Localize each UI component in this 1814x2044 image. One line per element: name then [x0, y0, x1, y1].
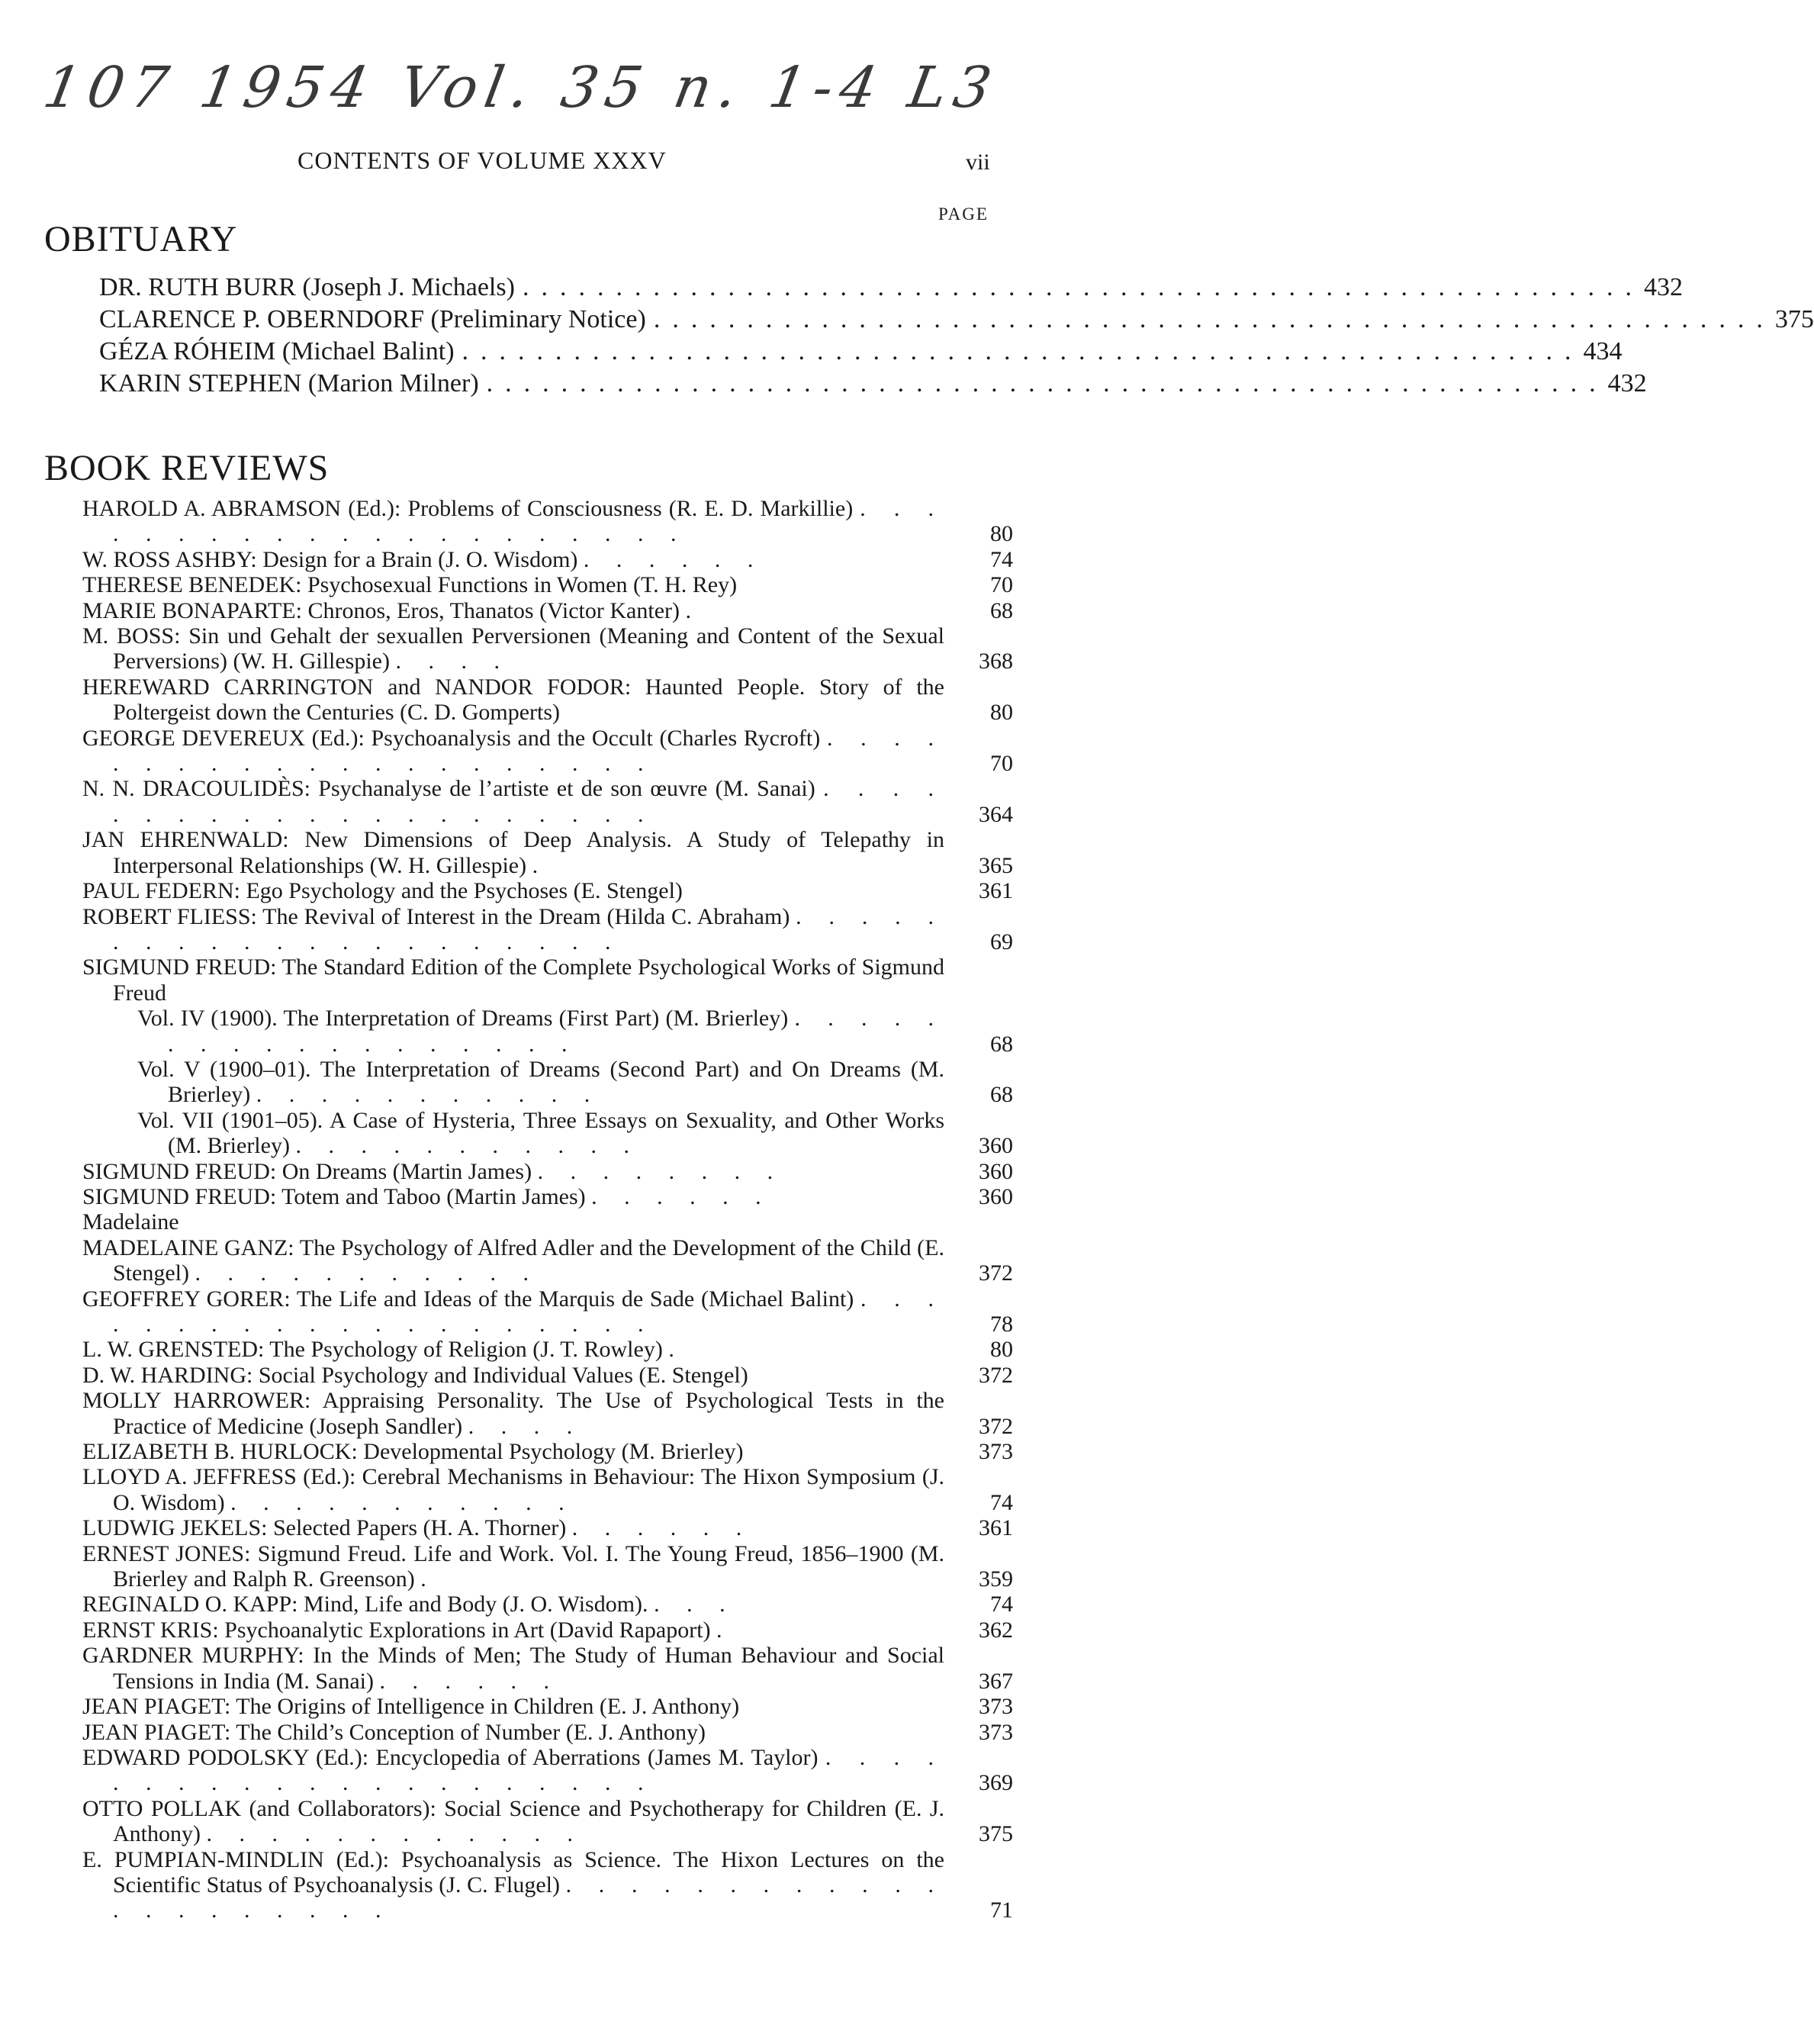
review-entry — [82, 827, 1013, 878]
review-entry-text: E. PUMPIAN-MINDLIN (Ed.): Psychoanalysis as Science. The Hixon Lectures on the Scientific Status of Psychoanalysis (J. C. Flugel) — [82, 1846, 944, 1898]
obituary-entry — [99, 272, 1683, 304]
review-entry-body — [82, 674, 944, 726]
review-entry-text: Vol. IV (1900). The Interpretation of Dreams (First Part) (M. Brierley) — [137, 1006, 789, 1032]
review-entry-body — [82, 1363, 944, 1388]
review-entry-page: 360 — [979, 1158, 1013, 1184]
obituary-heading: OBITUARY — [44, 219, 238, 259]
review-entry-page: 364 — [979, 801, 1013, 827]
dot-leader: . . . . . . — [379, 1668, 561, 1694]
review-entry — [82, 1464, 1013, 1515]
review-entry — [82, 954, 1013, 1006]
review-entry-text: Vol. VII (1901–05). A Case of Hysteria, Three Essays on Sexuality, and Other Works (M. Brierley) — [137, 1107, 944, 1159]
dot-leader: . . . . . . — [591, 1183, 772, 1209]
review-entry-text: ELIZABETH B. HURLOCK: Developmental Psychology (M. Brierley) — [82, 1439, 744, 1465]
review-entry-page: 74 — [990, 546, 1013, 572]
review-entry — [82, 1541, 1013, 1592]
review-entry-page: 360 — [979, 1133, 1013, 1159]
dot-leader: . . . . . . — [571, 1515, 753, 1541]
review-entry-body — [82, 1286, 944, 1337]
review-entry-body — [82, 1745, 944, 1796]
review-entry — [82, 776, 1013, 827]
review-entry-page: 70 — [990, 751, 1013, 777]
review-entry-page: 80 — [990, 1337, 1013, 1363]
review-entry-text: SIGMUND FREUD: Totem and Taboo (Martin James) — [82, 1183, 586, 1209]
review-entry — [82, 598, 1013, 623]
review-entry-page: 68 — [990, 1082, 1013, 1108]
obituary-list — [99, 272, 1814, 400]
dot-leader: . — [420, 1566, 437, 1592]
review-entry — [82, 1720, 1013, 1745]
review-subentry — [82, 1006, 1013, 1057]
handwritten-catalog-note: 107 1954 Vol. 35 n. 1-4 L3 — [38, 55, 1004, 121]
review-entry-body — [82, 1235, 944, 1286]
dot-leader: ............................................................ — [462, 337, 1584, 365]
dot-leader: . . . . . . . . . . . . — [206, 1821, 584, 1847]
review-entry-page: 74 — [990, 1489, 1013, 1515]
review-entry — [82, 1159, 1013, 1184]
page-number: vii — [966, 150, 990, 175]
review-entry-text: M. BOSS: Sin und Gehalt der sexuallen Perversionen (Meaning and Content of the Sexual Perversions) (W. H. Gillespie) — [82, 623, 944, 674]
book-reviews-heading: BOOK REVIEWS — [44, 448, 330, 488]
review-entry-page: 68 — [990, 597, 1013, 623]
review-entry-text: SIGMUND FREUD: The Standard Edition of the Complete Psychological Works of Sigmund Freud — [82, 954, 944, 1006]
obituary-entry — [99, 304, 1814, 336]
review-entry-body — [82, 1388, 944, 1439]
review-entry-body — [82, 1796, 944, 1847]
review-entry-page: 80 — [990, 700, 1013, 726]
review-entry-text: W. ROSS ASHBY: Design for a Brain (J. O. Wisdom) — [82, 546, 578, 572]
review-entry-text: MARIE BONAPARTE: Chronos, Eros, Thanatos (Victor Kanter) — [82, 597, 680, 623]
review-entry-text: ERNEST JONES: Sigmund Freud. Life and Work. Vol. I. The Young Freud, 1856–1900 (M. Brierley and Ralph R. Greenson) — [82, 1540, 944, 1592]
review-entry — [82, 1388, 1013, 1439]
review-entry — [82, 1745, 1013, 1796]
dot-leader: . . . — [654, 1592, 736, 1617]
review-entry-text: REGINALD O. KAPP: Mind, Life and Body (J. O. Wisdom). — [82, 1592, 648, 1617]
review-entry-page: 372 — [979, 1260, 1013, 1286]
dot-leader: . . . . . . . . . . . — [256, 1082, 601, 1108]
review-entry-text: SIGMUND FREUD: On Dreams (Martin James) — [82, 1158, 532, 1184]
review-entry-text: D. W. HARDING: Social Psychology and Individual Values (E. Stengel) — [82, 1362, 748, 1388]
book-reviews-list — [82, 496, 1013, 1923]
review-entry — [82, 547, 1013, 572]
review-entry-page: 373 — [979, 1439, 1013, 1465]
obituary-entry-page: 375 — [1774, 305, 1814, 333]
review-entry-page: 367 — [979, 1668, 1013, 1694]
review-entry — [82, 1694, 1013, 1719]
review-entry-text: GARDNER MURPHY: In the Minds of Men; The Study of Human Behaviour and Social Tensions in India (M. Sanai) — [82, 1643, 944, 1694]
review-entry — [82, 1847, 1013, 1923]
review-entry-body — [82, 726, 944, 777]
review-entry-page: 365 — [979, 852, 1013, 878]
review-entry-text: GEOFFREY GORER: The Life and Ideas of the Marquis de Sade (Michael Balint) — [82, 1286, 854, 1312]
review-entry — [82, 1796, 1013, 1847]
dot-leader: . . . . . . . . . . . . . . . . . . . . . — [113, 496, 945, 547]
review-entry — [82, 496, 1013, 547]
review-entry-body — [82, 1643, 944, 1694]
stray-line: Madelaine — [82, 1209, 179, 1235]
obituary-entry-page: 432 — [1607, 369, 1647, 398]
dot-leader: . . . . . . . . . . . — [195, 1260, 539, 1286]
obituary-entry-text: KARIN STEPHEN (Marion Milner) — [99, 369, 479, 398]
review-entry — [82, 1286, 1013, 1337]
review-entry-body — [82, 1694, 944, 1719]
review-entry-page: 69 — [990, 929, 1013, 954]
dot-leader: . . . . — [395, 649, 510, 674]
review-entry — [82, 674, 1013, 726]
review-entry-text: L. W. GRENSTED: The Psychology of Religion (J. T. Rowley) — [82, 1337, 663, 1363]
review-entry-text: JEAN PIAGET: The Child’s Conception of Number (E. J. Anthony) — [82, 1719, 706, 1745]
review-entry-page: 361 — [979, 878, 1013, 904]
dot-leader: . . . . — [468, 1413, 584, 1439]
dot-leader: . . . . . . . . . . . . . . . . . . . . . — [113, 903, 945, 954]
dot-leader: . . . . . . . . . . . . . . . . . . . . . — [113, 725, 944, 777]
review-entry — [82, 1235, 1013, 1286]
review-entry-text: HAROLD A. ABRAMSON (Ed.): Problems of Consciousness (R. E. D. Markillie) — [82, 496, 854, 521]
review-entry-text: PAUL FEDERN: Ego Psychology and the Psychoses (E. Stengel) — [82, 878, 683, 904]
review-entry — [82, 1515, 1013, 1540]
review-entry-page: 71 — [990, 1898, 1013, 1923]
dot-leader: . . . . . . . . . . . . . . . . . . . . — [113, 1286, 945, 1337]
review-entry-body — [82, 572, 944, 597]
dot-leader: . . . . . . . . . . . — [230, 1489, 575, 1515]
review-entry-text: GEORGE DEVEREUX (Ed.): Psychoanalysis and the Occult (Charles Rycroft) — [82, 725, 821, 751]
review-subentry — [82, 1057, 1013, 1108]
review-entry-body — [82, 1617, 944, 1643]
review-entry — [82, 878, 1013, 903]
review-entry-page: 361 — [979, 1515, 1013, 1541]
review-entry-body — [137, 1108, 944, 1159]
review-entry-page: 362 — [979, 1617, 1013, 1643]
review-entry — [82, 726, 1013, 777]
review-entry-body — [82, 878, 944, 903]
obituary-entry-text: CLARENCE P. OBERNDORF (Preliminary Notice) — [99, 305, 646, 333]
review-subentry — [82, 1108, 1013, 1159]
review-entry-text: EDWARD PODOLSKY (Ed.): Encyclopedia of Aberrations (James M. Taylor) — [82, 1744, 819, 1770]
dot-leader: . . . . . . — [583, 546, 764, 572]
review-entry-text: N. N. DRACOULIDÈS: Psychanalyse de l’artiste et de son œuvre (M. Sanai) — [82, 776, 815, 802]
review-entry-text: OTTO POLLAK (and Collaborators): Social Science and Psychotherapy for Children (E. J. Anthony) — [82, 1795, 944, 1847]
review-entry-page: 70 — [990, 572, 1013, 598]
dot-leader: ............................................................ — [486, 369, 1608, 398]
review-entry-body — [82, 1720, 944, 1745]
obituary-entry-text: GÉZA RÓHEIM (Michael Balint) — [99, 337, 455, 365]
review-entry-text: JAN EHRENWALD: New Dimensions of Deep Analysis. A Study of Telepathy in Interpersonal Relationships (W. H. Gillespie) — [82, 827, 944, 878]
dot-leader: . — [668, 1337, 685, 1363]
dot-leader: . . . . . . . . — [537, 1158, 784, 1184]
review-entry — [82, 623, 1013, 674]
review-entry — [82, 1439, 1013, 1464]
review-entry-page: 68 — [990, 1031, 1013, 1057]
review-entry-page: 368 — [979, 649, 1013, 674]
review-entry-page: 360 — [979, 1183, 1013, 1209]
review-entry-body — [82, 547, 944, 572]
dot-leader: . . . . . . . . . . . . . . . . . . . . . — [113, 1872, 944, 1923]
review-entry-body — [82, 623, 944, 674]
review-entry-body — [137, 1006, 944, 1057]
review-entry-page: 372 — [979, 1413, 1013, 1439]
review-entry — [82, 1363, 1013, 1388]
review-entry-page: 375 — [979, 1821, 1013, 1847]
review-entry-body — [82, 1541, 944, 1592]
obituary-entry-page: 432 — [1643, 273, 1683, 301]
review-entry-text: THERESE BENEDEK: Psychosexual Functions in Women (T. H. Rey) — [82, 572, 738, 598]
obituary-entry-page: 434 — [1583, 337, 1623, 365]
review-entry-body — [82, 496, 944, 547]
dot-leader: . . . . . . . . . . . . . . . . . . . . . — [113, 776, 945, 827]
dot-leader: . — [685, 597, 702, 623]
review-entry — [82, 1617, 1013, 1643]
review-entry-page: 372 — [979, 1362, 1013, 1388]
review-entry-page: 78 — [990, 1312, 1013, 1337]
review-entry-text: HEREWARD CARRINGTON and NANDOR FODOR: Haunted People. Story of the Poltergeist down the Centuries (C. D. Gomperts) — [82, 674, 944, 726]
review-entry-text: ROBERT FLIESS: The Revival of Interest in the Dream (Hilda C. Abraham) — [82, 903, 790, 929]
review-entry-text: Vol. V (1900–01). The Interpretation of Dreams (Second Part) and On Dreams (M. Brierley) — [137, 1056, 944, 1108]
dot-leader: . . . . . . . . . . . . . . . . . . — [168, 1006, 945, 1057]
dot-leader: . . . . . . . . . . . — [295, 1133, 640, 1159]
review-entry-text: LLOYD A. JEFFRESS (Ed.): Cerebral Mechanisms in Behaviour: The Hixon Symposium (J. O. Wisdom) — [82, 1464, 944, 1515]
review-entry-page: 80 — [990, 521, 1013, 547]
obituary-entry-text: DR. RUTH BURR (Joseph J. Michaels) — [99, 273, 515, 301]
dot-leader: . — [532, 852, 549, 878]
review-entry-text: LUDWIG JEKELS: Selected Papers (H. A. Thorner) — [82, 1515, 567, 1541]
review-entry-body — [82, 827, 944, 878]
review-entry-page: 373 — [979, 1719, 1013, 1745]
dot-leader: . . . . . . . . . . . . . . . . . . . . . — [113, 1744, 944, 1796]
review-entry-body — [82, 904, 944, 955]
dot-leader: . — [716, 1617, 733, 1643]
review-entry-body — [82, 598, 944, 623]
review-entry-text: MOLLY HARROWER: Appraising Personality. The Use of Psychological Tests in the Practice of Medicine (Joseph Sandler) — [82, 1388, 944, 1439]
review-entry-body — [82, 1337, 944, 1362]
obituary-entry — [99, 336, 1623, 368]
review-entry-body — [137, 1057, 944, 1108]
review-entry — [82, 1337, 1013, 1362]
dot-leader: ............................................................ — [522, 273, 1644, 301]
review-entry-body — [82, 1159, 944, 1184]
review-entry-body — [82, 1847, 944, 1923]
running-head: CONTENTS OF VOLUME XXXV — [298, 146, 667, 174]
review-entry-text: MADELAINE GANZ: The Psychology of Alfred Adler and the Development of the Child (E. Stengel) — [82, 1234, 944, 1286]
review-entry-page: 369 — [979, 1770, 1013, 1796]
review-entry-body — [82, 1515, 944, 1540]
review-entry — [82, 572, 1013, 597]
review-entry-text: ERNST KRIS: Psychoanalytic Explorations in Art (David Rapaport) — [82, 1617, 711, 1643]
review-entry — [82, 1592, 1013, 1617]
review-entry-body — [82, 776, 944, 827]
review-entry-page: 74 — [990, 1592, 1013, 1617]
review-entry-body — [82, 1464, 944, 1515]
obituary-entry — [99, 368, 1647, 400]
dot-leader: ............................................................ — [653, 305, 1775, 333]
review-entry-body — [82, 1439, 944, 1464]
review-entry-text: JEAN PIAGET: The Origins of Intelligence in Children (E. J. Anthony) — [82, 1694, 740, 1720]
review-entry-page: 359 — [979, 1566, 1013, 1592]
review-entry — [82, 1643, 1013, 1694]
review-entry-body — [82, 1184, 944, 1209]
review-entry — [82, 1184, 1013, 1209]
review-entry-body — [82, 954, 944, 1006]
review-entry — [82, 904, 1013, 955]
page-column-label: PAGE — [938, 204, 989, 224]
review-entry-body — [82, 1592, 944, 1617]
review-entry-page: 373 — [979, 1694, 1013, 1720]
